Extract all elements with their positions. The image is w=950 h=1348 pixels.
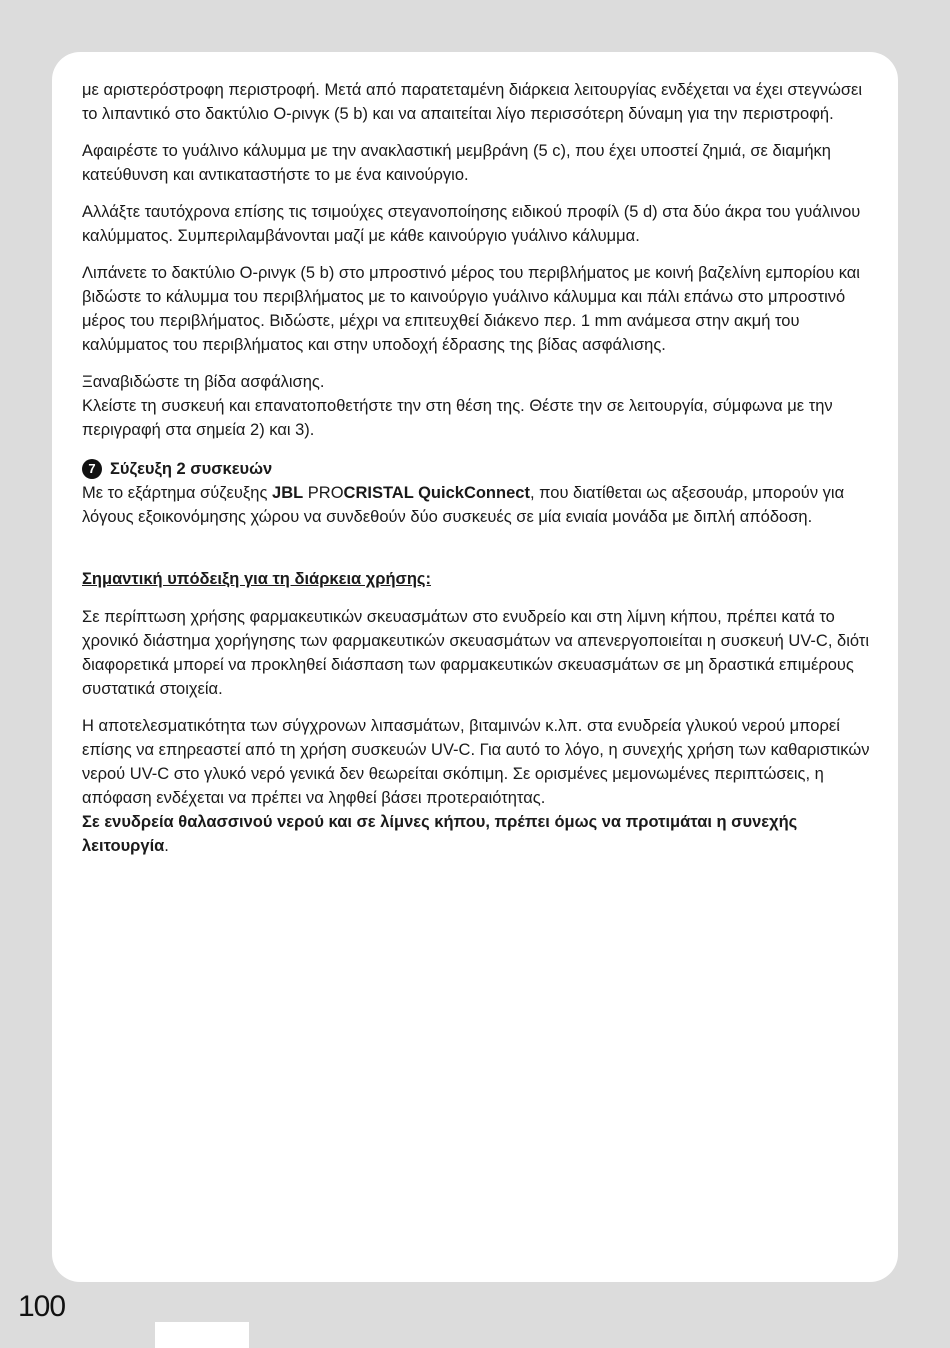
product-name: CRISTAL QuickConnect bbox=[343, 484, 530, 502]
product-prefix: PRO bbox=[303, 484, 344, 502]
section-coupling-text bbox=[82, 481, 872, 529]
section-number-badge: 7 bbox=[82, 459, 102, 479]
important-paragraph-fertilizer bbox=[82, 714, 872, 858]
paragraph-o-ring: Λιπάνετε το δακτύλιο O-ρινγκ (5 b) στο μπροστινό μέρος του περιβλήματος με κοινή βαζελίνη εμπορίου και βιδώστε το κάλυμμα του περιβλήματος με το καινούργιο γυάλινο κάλυμμα και πάλι επάνω στο μπροστινό μέρος του περιβλήματος. Βιδώστε, μέχρι να επιτευχθεί διάκενο περ. 1 mm ανάμεσα στην ακμή του καλύμματος του περιβλήματος και στην υποδοχή έδρασης της βίδας ασφάλισης. bbox=[82, 264, 860, 354]
brand-name: JBL bbox=[272, 484, 304, 502]
document-body bbox=[82, 78, 872, 871]
reassemble-line-1: Ξαναβιδώστε τη βίδα ασφάλισης. bbox=[82, 373, 325, 391]
important-note-heading: Σημαντική υπόδειξη για τη διάρκεια χρήσης: bbox=[82, 570, 431, 588]
paragraph-lubricant: με αριστερόστροφη περιστροφή. Μετά από παρατεταμένη διάρκεια λειτουργίας ενδέχεται να έχει στεγνώσει το λιπαντικό στο δακτύλιο O-ρινγκ (5 b) και να απαιτείται λίγο περισσότερη δύναμη για την περιστροφή. bbox=[82, 81, 863, 123]
coupling-text-end: , που διατίθεται ως αξεσουάρ, μπορούν για λόγους εξοικονόμησης χώρου να συνδεθούν δύο συσκευές σε μία ενιαία μονάδα με διπλή απόδοση. bbox=[82, 484, 845, 526]
section-coupling-heading bbox=[82, 457, 872, 481]
paragraph-reassemble bbox=[82, 370, 872, 442]
fertilizer-text: Η αποτελεσματικότητα των σύγχρονων λιπασμάτων, βιταμινών κ.λπ. στα ενυδρεία γλυκού νερού μπορεί επίσης να επηρεαστεί από τη χρήση συσκευών UV-C. Για αυτό το λόγο, η συνεχής χρήση των καθαριστικών νερού UV-C στο γλυκό νερό γενικά δεν θεωρείται σκόπιμη. Σε ορισμένες μεμονωμένες περιπτώσεις, η απόφαση ενδέχεται να πρέπει να ληφθεί βάσει προτεραιότητας. bbox=[82, 717, 870, 807]
continuous-operation-note: Σε ενυδρεία θαλασσινού νερού και σε λίμνες κήπου, πρέπει όμως να προτιμάται η συνεχής λειτουργία bbox=[82, 813, 798, 855]
bottom-strip bbox=[155, 1322, 249, 1348]
page-number: 100 bbox=[18, 1290, 66, 1323]
coupling-text-start: Με το εξάρτημα σύζευξης bbox=[82, 484, 273, 502]
note-end-period: . bbox=[164, 837, 169, 855]
section-coupling-title: Σύζευξη 2 συσκευών bbox=[110, 460, 273, 478]
paragraph-glass-cover: Αφαιρέστε το γυάλινο κάλυμμα με την ανακλαστική μεμβράνη (5 c), που έχει υποστεί ζημιά, σε διαμήκη κατεύθυνση και αντικαταστήστε το με ένα καινούργιο. bbox=[82, 142, 831, 184]
section-coupling bbox=[82, 457, 872, 529]
paragraph-seals: Αλλάξτε ταυτόχρονα επίσης τις τσιμούχες στεγανοποίησης ειδικού προφίλ (5 d) στα δύο άκρα του γυάλινου καλύμματος. Συμπεριλαμβάνονται μαζί με κάθε καινούργιο γυάλινο κάλυμμα. bbox=[82, 203, 861, 245]
important-paragraph-medication: Σε περίπτωση χρήσης φαρμακευτικών σκευασμάτων στο ενυδρείο και στη λίμνη κήπου, πρέπει κατά το χρονικό διάστημα χορήγησης των φαρμακευτικών σκευασμάτων να απενεργοποιείται η συσκευή UV-C, διότι διαφορετικά μπορεί να προκληθεί διάσπαση των φαρμακευτικών σκευασμάτων σε μη δραστικά επιμέρους συστατικά στοιχεία. bbox=[82, 608, 869, 698]
reassemble-line-2: Κλείστε τη συσκευή και επανατοποθετήστε την στη θέση της. Θέστε την σε λειτουργία, σύμφωνα με την περιγραφή στα σημεία 2) και 3). bbox=[82, 397, 833, 439]
